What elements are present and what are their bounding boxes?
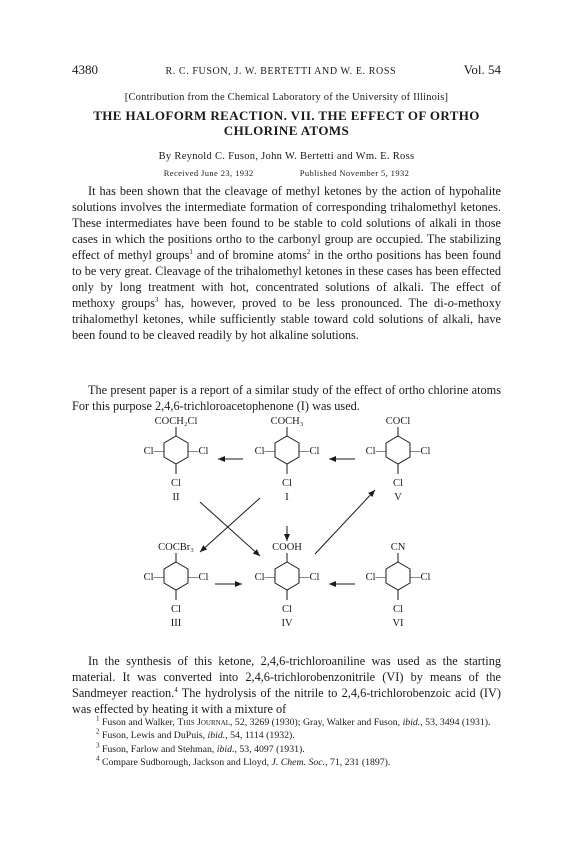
cl-para-IV: Cl	[282, 604, 292, 615]
cl-para-VI: Cl	[393, 604, 403, 615]
p1-text-d: has, however, proved to be less pronounced. The di-	[158, 296, 448, 310]
footnote-2	[72, 729, 501, 742]
reaction-scheme	[110, 414, 470, 646]
running-head-authors: R. C. FUSON, J. W. BERTETTI AND W. E. ROSS	[165, 66, 397, 77]
footnote-1-journal: This Journal	[177, 717, 231, 728]
footnote-4-text-a: Compare Sudborough, Jackson and Lloyd,	[99, 757, 272, 769]
page-number: 4380	[72, 62, 98, 77]
footnote-4-journal: J. Chem. Soc.	[271, 757, 326, 769]
running-head	[72, 62, 501, 78]
footnotes	[72, 716, 501, 770]
cl-right-I: —Cl	[299, 446, 320, 457]
footnote-1	[72, 716, 501, 729]
arrow-IV-to-V	[315, 490, 375, 554]
p1-text-a: It has been shown that the cleavage of methyl ketones by the action of hypohalite solutions involves the intermediate formation of corresponding trihalomethyl ketones. These intermediates have been found to be stable to cold solutions of alkali in those cases in which the positions ortho to the carbonyl group are occupied. The stabilizing effect of methyl groups	[72, 184, 501, 262]
footnote-2-text-a: Fuson, Lewis and DuPuis,	[99, 730, 208, 742]
substituent-V: COCl	[385, 416, 411, 427]
cl-para-III: Cl	[171, 604, 181, 615]
footnote-1-text-b: , 52, 3269 (1930); Gray, Walker and Fuson,	[230, 717, 403, 728]
cl-para-V: Cl	[393, 478, 403, 489]
footnote-2-number: 2	[96, 728, 100, 737]
cl-left-V: Cl—	[365, 446, 386, 457]
ring-II	[164, 427, 188, 474]
footnote-1-ibid: ibid.	[402, 717, 421, 728]
ring-V	[386, 427, 410, 474]
p1-ortho-italic: o	[447, 296, 454, 310]
footnote-3	[72, 743, 501, 756]
cl-right-IV: —Cl	[299, 572, 320, 583]
footnote-1-text-c: , 53, 3494 (1931).	[420, 717, 491, 728]
ring-IV	[275, 553, 299, 600]
cl-right-III: —Cl	[188, 572, 209, 583]
title-line-1: THE HALOFORM REACTION. VII. THE EFFECT OF ORTHO	[93, 108, 480, 123]
label-VI: VI	[392, 618, 404, 629]
ref-1: 1	[189, 247, 193, 256]
ref-4: 4	[174, 685, 178, 694]
footnote-4	[72, 756, 501, 769]
footnote-2-text-b: , 54, 1114 (1932).	[225, 730, 295, 742]
p1-text-b: and of bromine atoms	[192, 248, 307, 262]
substituent-III: COCBr₃	[158, 542, 194, 553]
substituent-II: COCH₂Cl	[154, 416, 198, 427]
ref-2: 2	[306, 247, 311, 256]
ring-VI	[386, 553, 410, 600]
arrow-I-to-III	[200, 498, 260, 552]
paragraph-1	[72, 183, 501, 343]
title-line-2: CHLORINE ATOMS	[223, 123, 350, 138]
cl-para-I: Cl	[282, 478, 292, 489]
cl-right-VI: —Cl	[410, 572, 431, 583]
label-IV: IV	[281, 618, 293, 629]
arrow-II-to-IV	[200, 502, 260, 556]
label-I: I	[285, 492, 289, 503]
footnote-4-number: 4	[96, 754, 100, 763]
cl-left-IV: Cl—	[254, 572, 275, 583]
cl-left-III: Cl—	[143, 572, 164, 583]
p3-text-b: The hydrolysis of the nitrile to 2,4,6-trichlorobenzoic acid (IV) was effected by heating it with a mixture of	[72, 686, 501, 716]
footnote-4-text-b: , 71, 231 (1897).	[325, 757, 391, 769]
contribution-line: [Contribution from the Chemical Laboratory of the University of Illinois]	[124, 92, 449, 103]
cl-left-I: Cl—	[254, 446, 275, 457]
volume-label: Vol. 54	[463, 62, 501, 77]
date-line	[72, 168, 501, 178]
paragraph-3	[72, 653, 501, 717]
substituent-IV: COOH	[272, 542, 302, 553]
cl-para-II: Cl	[171, 478, 181, 489]
article-title	[72, 108, 501, 138]
label-V: V	[394, 492, 402, 503]
footnote-1-number: 1	[96, 714, 100, 723]
footnote-2-ibid: ibid.	[207, 730, 226, 742]
cl-right-II: —Cl	[188, 446, 209, 457]
footnote-3-text-a: Fuson, Farlow and Stehman,	[99, 743, 217, 755]
substituent-I: COCH₃	[270, 416, 304, 427]
cl-left-VI: Cl—	[365, 572, 386, 583]
p1-text-e: -methoxy trihalomethyl ketones, while sufficiently stable toward cold solutions of alkali, have been found to be cleaved readily by hot alkaline solutions.	[72, 296, 501, 342]
footnote-3-text-b: , 53, 4097 (1931).	[234, 743, 305, 755]
label-III: III	[170, 618, 182, 629]
ring-III	[164, 553, 188, 600]
cl-left-II: Cl—	[143, 446, 164, 457]
footnote-3-number: 3	[96, 741, 100, 750]
label-II: II	[172, 492, 180, 503]
footnote-1-text-a: Fuson and Walker,	[99, 717, 178, 728]
published-date: Published November 5, 1932	[299, 168, 410, 178]
received-date: Received June 23, 1932	[163, 168, 254, 178]
p1-text-c: in the ortho positions has been found to be very great. Cleavage of the trihalomethyl ketones in these cases has been effected only by long treatment with hot, concentrated solutions of alkali. The effect of methoxy groups	[72, 248, 501, 310]
cl-right-V: —Cl	[410, 446, 431, 457]
substituent-VI: CN	[390, 542, 406, 553]
paragraph-2: The present paper is a report of a similar study of the effect of ortho chlorine atoms For this purpose 2,4,6-trichloroacetophenone (I) was used.	[72, 383, 501, 413]
ref-3: 3	[154, 295, 159, 304]
footnote-3-ibid: ibid.	[216, 743, 235, 755]
byline: By Reynold C. Fuson, John W. Bertetti and Wm. E. Ross	[158, 151, 415, 162]
p3-text-a: In the synthesis of this ketone, 2,4,6-trichloroaniline was used as the starting material. It was converted into 2,4,6-trichlorobenzonitrile (VI) by means of the Sandmeyer reaction.	[72, 654, 501, 700]
ring-I	[275, 427, 299, 474]
